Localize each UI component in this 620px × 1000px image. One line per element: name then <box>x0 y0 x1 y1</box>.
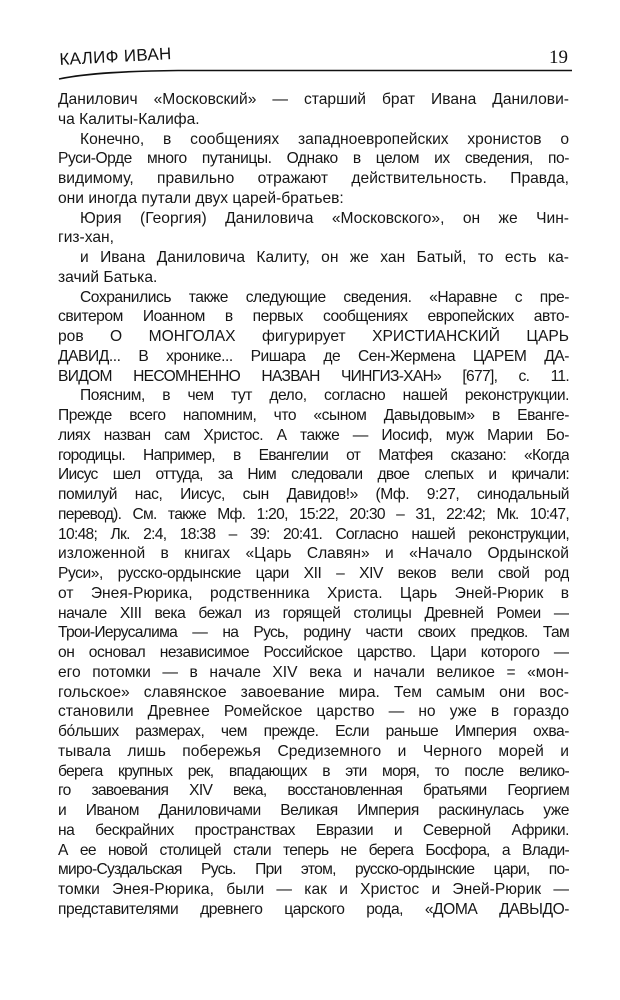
text-line: тывала лишь побережья Средиземного и Черного морей и <box>58 742 569 760</box>
text-line: свитером Иоанном в первых сообщениях европейских авто- <box>58 308 569 326</box>
running-header <box>58 44 570 80</box>
text-line: лиях назван сам Христос. А также — Иосиф, муж Марии Бо- <box>58 426 569 444</box>
text-line: Данилович «Московский» — старший брат Ивана Данилови- <box>58 91 569 108</box>
text-line: городицы. Например, в Евангелии от Матфея сказано: «Когда <box>58 446 569 464</box>
text-line: гиз-хан, <box>58 229 114 247</box>
text-line: Руси», русско-ордынские цари XII – XIV веков вели свой род <box>58 565 569 582</box>
text-line: берега крупных рек, впадающих в эти моря, то после велико- <box>58 762 569 780</box>
text-line: Сохранились также следующие сведения. «Наравне с пре- <box>80 288 569 306</box>
text-line: ча Калиты-Калифа. <box>58 110 200 128</box>
text-line: ДАВИД... В хронике... Ришара де Сен-Жермена ЦАРЕМ ДА- <box>58 347 569 365</box>
text-line: видимому, правильно отражают действительность. Правда, <box>58 170 569 187</box>
text-line: Поясним, в чем тут дело, согласно нашей реконструкции. <box>80 387 569 405</box>
text-line: начале XIII века бежал из горящей столицы Древней Ромеи — <box>58 604 569 622</box>
text-line: Трои-Иерусалима — на Русь, родину части своих предков. Там <box>58 624 569 642</box>
text-line: ров О МОНГОЛАХ фигурирует ХРИСТИАНСКИЙ ЦАРЬ <box>58 328 569 345</box>
text-line: Руси-Орде много путаницы. Однако в целом их сведения, по- <box>58 150 569 168</box>
text-line: становили Древнее Ромейское царство — но уже в гораздо <box>58 703 569 721</box>
text-line: миро-Суздальская Русь. При этом, русско-ордынские цари, по- <box>58 861 569 879</box>
text-line: представителями древнего царского рода, «ДОМА ДАВЫДО- <box>58 900 569 918</box>
page-number: 19 <box>549 47 568 68</box>
text-line: 10:48; Лк. 2:4, 18:38 – 39: 20:41. Согласно нашей реконструкции, <box>58 525 569 543</box>
body-text <box>58 90 569 920</box>
text-line: от Энея-Рюрика, родственника Христа. Царь Эней-Рюрик в <box>58 584 569 602</box>
text-line: А ее новой столицей стали теперь не берега Босфора, а Влади- <box>58 841 569 859</box>
text-line: его потомки — в начале XIV века и начали великое = «мон- <box>58 663 569 681</box>
text-line: гольское» славянское завоевание мира. Тем самым они вос- <box>58 683 569 701</box>
text-line: Прежде всего напомним, что «сыном Давыдовым» в Еванге- <box>58 407 569 424</box>
text-line: зачий Батька. <box>58 268 158 286</box>
text-line: изложенной в книгах «Царь Славян» и «Начало Ордынской <box>58 545 569 563</box>
text-line: перевод). См. также Мф. 1:20, 15:22, 20:30 – 31, 22:42; Мк. 10:47, <box>58 505 569 523</box>
text-line: ВИДОМ НЕСОМНЕННО НАЗВАН ЧИНГИЗ-ХАН» [677], с. 11. <box>58 367 569 385</box>
text-line: го завоевания XIV века, восстановленная братьями Георгием <box>58 782 569 800</box>
text-line: помилуй нас, Иисус, сын Давидов!» (Мф. 9:27, синодальный <box>58 486 569 503</box>
running-title: КАЛИФ ИВАН <box>58 44 173 70</box>
text-line: они иногда путали двух царей-братьев: <box>58 189 344 207</box>
text-line: Иисус шел оттуда, за Ним следовали двое слепых и кричали: <box>58 466 569 484</box>
text-line: он основал независимое Российское царство. Цари которого — <box>58 644 569 661</box>
text-line: и Ивана Даниловича Калиту, он же хан Батый, то есть ка- <box>80 249 569 266</box>
text-line: Юрия (Георгия) Даниловича «Московского», он же Чин- <box>80 209 569 227</box>
text-line: Конечно, в сообщениях западноевропейских хронистов о <box>80 130 569 148</box>
text-line: и Иваном Даниловичами Великая Империя раскинулась уже <box>58 802 569 819</box>
text-line: на бескрайних пространствах Евразии и Северной Африки. <box>58 821 569 839</box>
text-line: бо́льших размерах, чем прежде. Если раньше Империя охва- <box>58 723 569 740</box>
text-line: томки Энея-Рюрика, были — как и Христос и Эней-Рюрик — <box>58 881 569 898</box>
